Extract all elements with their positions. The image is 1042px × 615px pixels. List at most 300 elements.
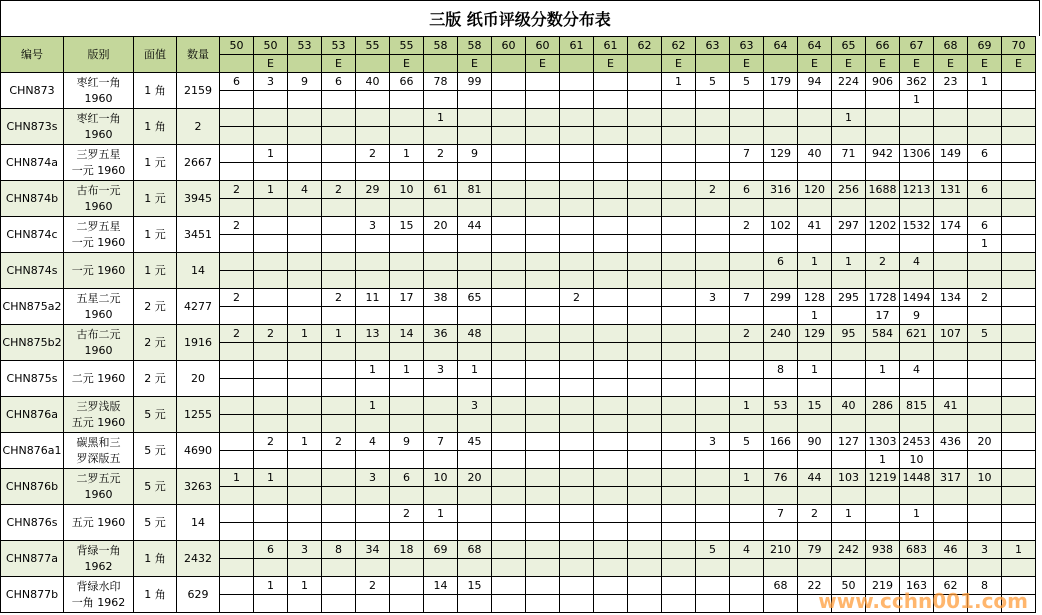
table-row xyxy=(1,433,1036,451)
note-id: CHN875a2 xyxy=(1,289,64,325)
grade-count: 6 xyxy=(764,253,798,271)
grade-count-sub xyxy=(492,91,526,109)
grade-count: 2 xyxy=(220,325,254,343)
grade-count-sub xyxy=(594,235,628,253)
grade-count-sub xyxy=(254,343,288,361)
grade-count-sub xyxy=(458,91,492,109)
grade-count: 20 xyxy=(968,433,1002,451)
grade-count-sub xyxy=(254,595,288,613)
grade-count xyxy=(458,109,492,127)
grade-count xyxy=(662,289,696,307)
grade-count xyxy=(526,505,560,523)
grade-count xyxy=(628,577,662,595)
note-id: CHN876s xyxy=(1,505,64,541)
header-qty: 数量 xyxy=(177,37,220,73)
grade-count-sub xyxy=(968,91,1002,109)
note-type: 背绿一角 1962 xyxy=(64,541,134,577)
grade-count-sub xyxy=(968,271,1002,289)
grade-count: 102 xyxy=(764,217,798,235)
grade-count xyxy=(1002,109,1036,127)
grade-count xyxy=(594,577,628,595)
grade-count: 34 xyxy=(356,541,390,559)
header-type: 版别 xyxy=(64,37,134,73)
grade-count-sub xyxy=(356,595,390,613)
grade-count xyxy=(628,361,662,379)
grade-count-sub xyxy=(390,559,424,577)
grade-count xyxy=(730,109,764,127)
grade-count-sub xyxy=(356,235,390,253)
grade-count-sub xyxy=(492,451,526,469)
grade-count xyxy=(696,361,730,379)
grade-count: 1 xyxy=(254,469,288,487)
grade-count-sub xyxy=(730,523,764,541)
grade-count xyxy=(1002,325,1036,343)
grade-count-sub xyxy=(322,595,356,613)
grade-count: 20 xyxy=(458,469,492,487)
grade-count-sub xyxy=(866,271,900,289)
grade-count-sub xyxy=(798,163,832,181)
note-type: 枣红一角 1960 xyxy=(64,109,134,145)
grade-count: 584 xyxy=(866,325,900,343)
grade-count-sub xyxy=(764,199,798,217)
header-grade-suffix: E xyxy=(458,55,492,73)
grade-count-sub xyxy=(730,595,764,613)
grade-count-sub xyxy=(594,199,628,217)
grade-count xyxy=(662,505,696,523)
grade-count xyxy=(832,361,866,379)
grade-count-sub xyxy=(458,235,492,253)
grade-count: 317 xyxy=(934,469,968,487)
grade-count xyxy=(492,577,526,595)
grade-count-sub xyxy=(934,343,968,361)
grade-count-sub xyxy=(356,163,390,181)
grade-count-sub xyxy=(730,487,764,505)
grade-count xyxy=(254,253,288,271)
header-grade: 61 xyxy=(594,37,628,55)
note-type: 碳黑和三 罗深版五 xyxy=(64,433,134,469)
note-type: 古布一元 1960 xyxy=(64,181,134,217)
grade-count xyxy=(934,109,968,127)
grade-count xyxy=(968,505,1002,523)
grade-count xyxy=(220,145,254,163)
grade-count: 44 xyxy=(798,469,832,487)
grade-count-sub xyxy=(730,163,764,181)
grade-count: 5 xyxy=(730,73,764,91)
grade-count-sub: 1 xyxy=(900,91,934,109)
grade-count xyxy=(1002,181,1036,199)
grade-count xyxy=(254,289,288,307)
table-row xyxy=(1,397,1036,415)
grade-count xyxy=(696,577,730,595)
header-grade: 66 xyxy=(866,37,900,55)
grade-count xyxy=(628,145,662,163)
grade-count-sub xyxy=(220,379,254,397)
note-id: CHN874b xyxy=(1,181,64,217)
grade-count: 1202 xyxy=(866,217,900,235)
grade-count-sub xyxy=(424,451,458,469)
grade-count-sub xyxy=(220,163,254,181)
grade-count xyxy=(696,505,730,523)
header-grade: 50 xyxy=(254,37,288,55)
note-denom: 1 角 xyxy=(134,541,177,577)
grade-count xyxy=(220,361,254,379)
grade-count-sub xyxy=(900,235,934,253)
grade-count xyxy=(560,73,594,91)
grade-count-sub xyxy=(288,271,322,289)
header-grade-suffix: E xyxy=(662,55,696,73)
grade-count-sub xyxy=(254,487,288,505)
grade-count xyxy=(560,541,594,559)
grade-count: 2 xyxy=(322,289,356,307)
grade-count-sub xyxy=(730,559,764,577)
grade-count xyxy=(526,469,560,487)
note-id: CHN876a1 xyxy=(1,433,64,469)
grade-count xyxy=(730,253,764,271)
grade-count-sub xyxy=(322,163,356,181)
grade-count: 1 xyxy=(220,469,254,487)
grade-count xyxy=(526,397,560,415)
grade-count-sub xyxy=(492,307,526,325)
grade-count-sub xyxy=(526,127,560,145)
grade-count-sub xyxy=(832,559,866,577)
grade-count-sub xyxy=(458,163,492,181)
grade-count xyxy=(798,109,832,127)
note-qty: 1916 xyxy=(177,325,220,361)
grade-count-sub xyxy=(254,199,288,217)
grade-count-sub xyxy=(696,559,730,577)
grade-count xyxy=(662,217,696,235)
grade-count-sub xyxy=(560,307,594,325)
grade-count-sub xyxy=(1002,271,1036,289)
grade-count xyxy=(866,109,900,127)
grade-count: 240 xyxy=(764,325,798,343)
grade-count: 1 xyxy=(254,145,288,163)
grade-count-sub xyxy=(628,271,662,289)
grade-count: 2 xyxy=(968,289,1002,307)
grade-count-sub xyxy=(968,127,1002,145)
grade-count: 6 xyxy=(968,145,1002,163)
grade-count-sub xyxy=(458,307,492,325)
grade-count xyxy=(628,109,662,127)
grade-count: 6 xyxy=(220,73,254,91)
grade-count xyxy=(288,469,322,487)
header-grade: 50 xyxy=(220,37,254,55)
header-grade: 63 xyxy=(696,37,730,55)
grade-count: 7 xyxy=(730,289,764,307)
note-type: 古布二元 1960 xyxy=(64,325,134,361)
grade-count: 2 xyxy=(322,181,356,199)
grade-count-sub xyxy=(220,127,254,145)
grade-count-sub xyxy=(288,559,322,577)
note-qty: 4277 xyxy=(177,289,220,325)
grade-count-sub xyxy=(322,199,356,217)
grade-count-sub xyxy=(628,91,662,109)
grade-count-sub xyxy=(526,163,560,181)
grade-count-sub xyxy=(934,415,968,433)
grade-count-sub xyxy=(866,235,900,253)
grade-count xyxy=(322,253,356,271)
grade-count: 69 xyxy=(424,541,458,559)
grade-count-sub xyxy=(254,415,288,433)
grade-count-sub xyxy=(798,415,832,433)
grade-count xyxy=(288,289,322,307)
grade-count-sub xyxy=(934,523,968,541)
grade-count-sub xyxy=(764,127,798,145)
grade-count: 2 xyxy=(254,325,288,343)
grade-count-sub xyxy=(322,271,356,289)
grade-count xyxy=(288,145,322,163)
grade-count xyxy=(492,469,526,487)
grade-count xyxy=(560,109,594,127)
grade-count-sub xyxy=(628,199,662,217)
grade-count-sub xyxy=(594,559,628,577)
grade-count: 53 xyxy=(764,397,798,415)
grade-count: 4 xyxy=(900,253,934,271)
grade-count: 1 xyxy=(900,505,934,523)
note-type: 三罗五星 一元 1960 xyxy=(64,145,134,181)
grade-count-sub xyxy=(832,307,866,325)
grade-count-sub xyxy=(866,415,900,433)
header-grade: 63 xyxy=(730,37,764,55)
grade-count-sub xyxy=(492,163,526,181)
grade-count: 2 xyxy=(254,433,288,451)
grade-count-sub xyxy=(798,91,832,109)
grade-count-sub xyxy=(628,127,662,145)
grade-count: 2 xyxy=(220,289,254,307)
grade-count: 1 xyxy=(832,109,866,127)
table-row xyxy=(1,109,1036,127)
grade-count: 1 xyxy=(424,505,458,523)
grade-count: 4 xyxy=(288,181,322,199)
note-qty: 3945 xyxy=(177,181,220,217)
grade-count xyxy=(492,397,526,415)
grade-count-sub xyxy=(696,235,730,253)
grade-count: 1728 xyxy=(866,289,900,307)
grade-count xyxy=(458,505,492,523)
grade-count: 29 xyxy=(356,181,390,199)
grade-count-sub xyxy=(424,595,458,613)
grade-count-sub xyxy=(900,523,934,541)
grade-count xyxy=(628,541,662,559)
grade-count: 10 xyxy=(968,469,1002,487)
grade-count: 4 xyxy=(356,433,390,451)
grade-count-sub xyxy=(662,91,696,109)
grade-count xyxy=(1002,397,1036,415)
grade-count-sub xyxy=(764,379,798,397)
grade-count: 107 xyxy=(934,325,968,343)
grade-count-sub xyxy=(492,199,526,217)
grade-count: 1448 xyxy=(900,469,934,487)
header-grade-suffix: E xyxy=(526,55,560,73)
table-row xyxy=(1,253,1036,271)
grade-count-sub xyxy=(390,379,424,397)
table-row xyxy=(1,541,1036,559)
sheet-title: 三版 纸币评级分数分布表 xyxy=(0,0,1040,36)
grade-count: 2 xyxy=(730,325,764,343)
header-grade-suffix: E xyxy=(730,55,764,73)
grade-count xyxy=(526,541,560,559)
grade-count-sub xyxy=(934,91,968,109)
header-grade-suffix: E xyxy=(1002,55,1036,73)
grade-count: 129 xyxy=(798,325,832,343)
header-grade-suffix: E xyxy=(968,55,1002,73)
grade-count-sub xyxy=(288,451,322,469)
grade-count: 81 xyxy=(458,181,492,199)
grade-count: 2 xyxy=(220,217,254,235)
note-id: CHN875s xyxy=(1,361,64,397)
grade-count-sub xyxy=(832,127,866,145)
grade-count: 1688 xyxy=(866,181,900,199)
header-grade: 62 xyxy=(628,37,662,55)
grade-count-sub xyxy=(560,91,594,109)
header-grade-suffix: E xyxy=(254,55,288,73)
grade-count-sub xyxy=(356,451,390,469)
grade-count xyxy=(526,145,560,163)
header-grade-suffix: E xyxy=(798,55,832,73)
grade-count xyxy=(492,433,526,451)
grade-count-sub xyxy=(696,91,730,109)
grade-count xyxy=(628,433,662,451)
grade-count xyxy=(662,541,696,559)
grade-count xyxy=(356,253,390,271)
note-id: CHN873s xyxy=(1,109,64,145)
grade-count xyxy=(1002,253,1036,271)
table-row xyxy=(1,361,1036,379)
grade-count xyxy=(560,325,594,343)
grade-count-sub xyxy=(220,271,254,289)
grade-count-sub xyxy=(594,523,628,541)
grade-count-sub xyxy=(526,595,560,613)
grade-count-sub: 17 xyxy=(866,307,900,325)
grade-count: 6 xyxy=(254,541,288,559)
grade-count-sub xyxy=(560,163,594,181)
grade-count: 9 xyxy=(288,73,322,91)
grade-count-sub xyxy=(798,523,832,541)
grade-count: 286 xyxy=(866,397,900,415)
table-row xyxy=(1,217,1036,235)
grade-count xyxy=(288,397,322,415)
grade-count xyxy=(526,109,560,127)
grade-count-sub xyxy=(696,343,730,361)
grade-count-sub xyxy=(390,343,424,361)
grade-count-sub xyxy=(968,199,1002,217)
grade-count-sub xyxy=(764,595,798,613)
table-row xyxy=(1,145,1036,163)
grade-count-sub xyxy=(934,559,968,577)
grade-count-sub xyxy=(628,595,662,613)
grade-count xyxy=(254,109,288,127)
grade-count xyxy=(322,109,356,127)
grade-count-sub xyxy=(832,379,866,397)
note-type: 二罗五元 1960 xyxy=(64,469,134,505)
grade-count: 906 xyxy=(866,73,900,91)
grade-count-sub xyxy=(662,379,696,397)
grade-count-sub xyxy=(560,415,594,433)
grade-count-sub xyxy=(900,199,934,217)
grade-count-sub xyxy=(254,559,288,577)
grade-count-sub xyxy=(526,199,560,217)
grade-count-sub xyxy=(696,127,730,145)
grade-count-sub xyxy=(730,415,764,433)
grade-count-sub xyxy=(900,379,934,397)
table-row xyxy=(1,181,1036,199)
grade-count xyxy=(594,217,628,235)
grade-count-sub xyxy=(798,271,832,289)
grade-count-sub xyxy=(220,91,254,109)
note-id: CHN874c xyxy=(1,217,64,253)
grade-count xyxy=(356,505,390,523)
grade-count: 3 xyxy=(424,361,458,379)
grade-count xyxy=(594,253,628,271)
note-type: 二元 1960 xyxy=(64,361,134,397)
note-type: 五元 1960 xyxy=(64,505,134,541)
grade-count-sub xyxy=(288,91,322,109)
grade-count-sub xyxy=(390,415,424,433)
grade-count: 297 xyxy=(832,217,866,235)
grade-count-sub xyxy=(526,91,560,109)
grade-count: 1532 xyxy=(900,217,934,235)
grade-count-sub xyxy=(288,199,322,217)
grade-count: 316 xyxy=(764,181,798,199)
grade-count-sub xyxy=(254,379,288,397)
grade-count: 6 xyxy=(968,181,1002,199)
grade-count xyxy=(1002,145,1036,163)
grade-count: 66 xyxy=(390,73,424,91)
grade-count-sub xyxy=(288,379,322,397)
header-grade-suffix: E xyxy=(390,55,424,73)
grade-count-sub xyxy=(492,523,526,541)
grade-count-sub xyxy=(1002,523,1036,541)
grade-count-sub xyxy=(798,127,832,145)
grade-count: 48 xyxy=(458,325,492,343)
grade-count-sub xyxy=(560,451,594,469)
grade-count-sub xyxy=(254,163,288,181)
grade-count: 13 xyxy=(356,325,390,343)
grade-count: 3 xyxy=(968,541,1002,559)
note-id: CHN877a xyxy=(1,541,64,577)
note-qty: 629 xyxy=(177,577,220,613)
grade-count: 38 xyxy=(424,289,458,307)
note-qty: 2159 xyxy=(177,73,220,109)
table-row xyxy=(1,505,1036,523)
grade-count-sub xyxy=(764,487,798,505)
grade-count-sub xyxy=(628,415,662,433)
grade-count xyxy=(526,325,560,343)
grade-count: 120 xyxy=(798,181,832,199)
grade-count-sub xyxy=(390,235,424,253)
header-grade: 69 xyxy=(968,37,1002,55)
grade-count-sub xyxy=(662,127,696,145)
grade-count: 3 xyxy=(356,469,390,487)
grade-count: 1 xyxy=(832,505,866,523)
grade-count-sub xyxy=(730,127,764,145)
grade-count-sub xyxy=(662,559,696,577)
table-row xyxy=(1,289,1036,307)
grade-count xyxy=(322,361,356,379)
grade-count xyxy=(594,361,628,379)
grade-count-sub xyxy=(798,343,832,361)
grade-count xyxy=(662,181,696,199)
grade-count-sub xyxy=(424,199,458,217)
grade-count: 4 xyxy=(730,541,764,559)
grade-count-sub xyxy=(1002,451,1036,469)
grade-count: 41 xyxy=(798,217,832,235)
grade-count xyxy=(526,253,560,271)
grade-count xyxy=(492,145,526,163)
grade-count: 3 xyxy=(254,73,288,91)
grade-count xyxy=(560,181,594,199)
grade-count-sub xyxy=(220,235,254,253)
